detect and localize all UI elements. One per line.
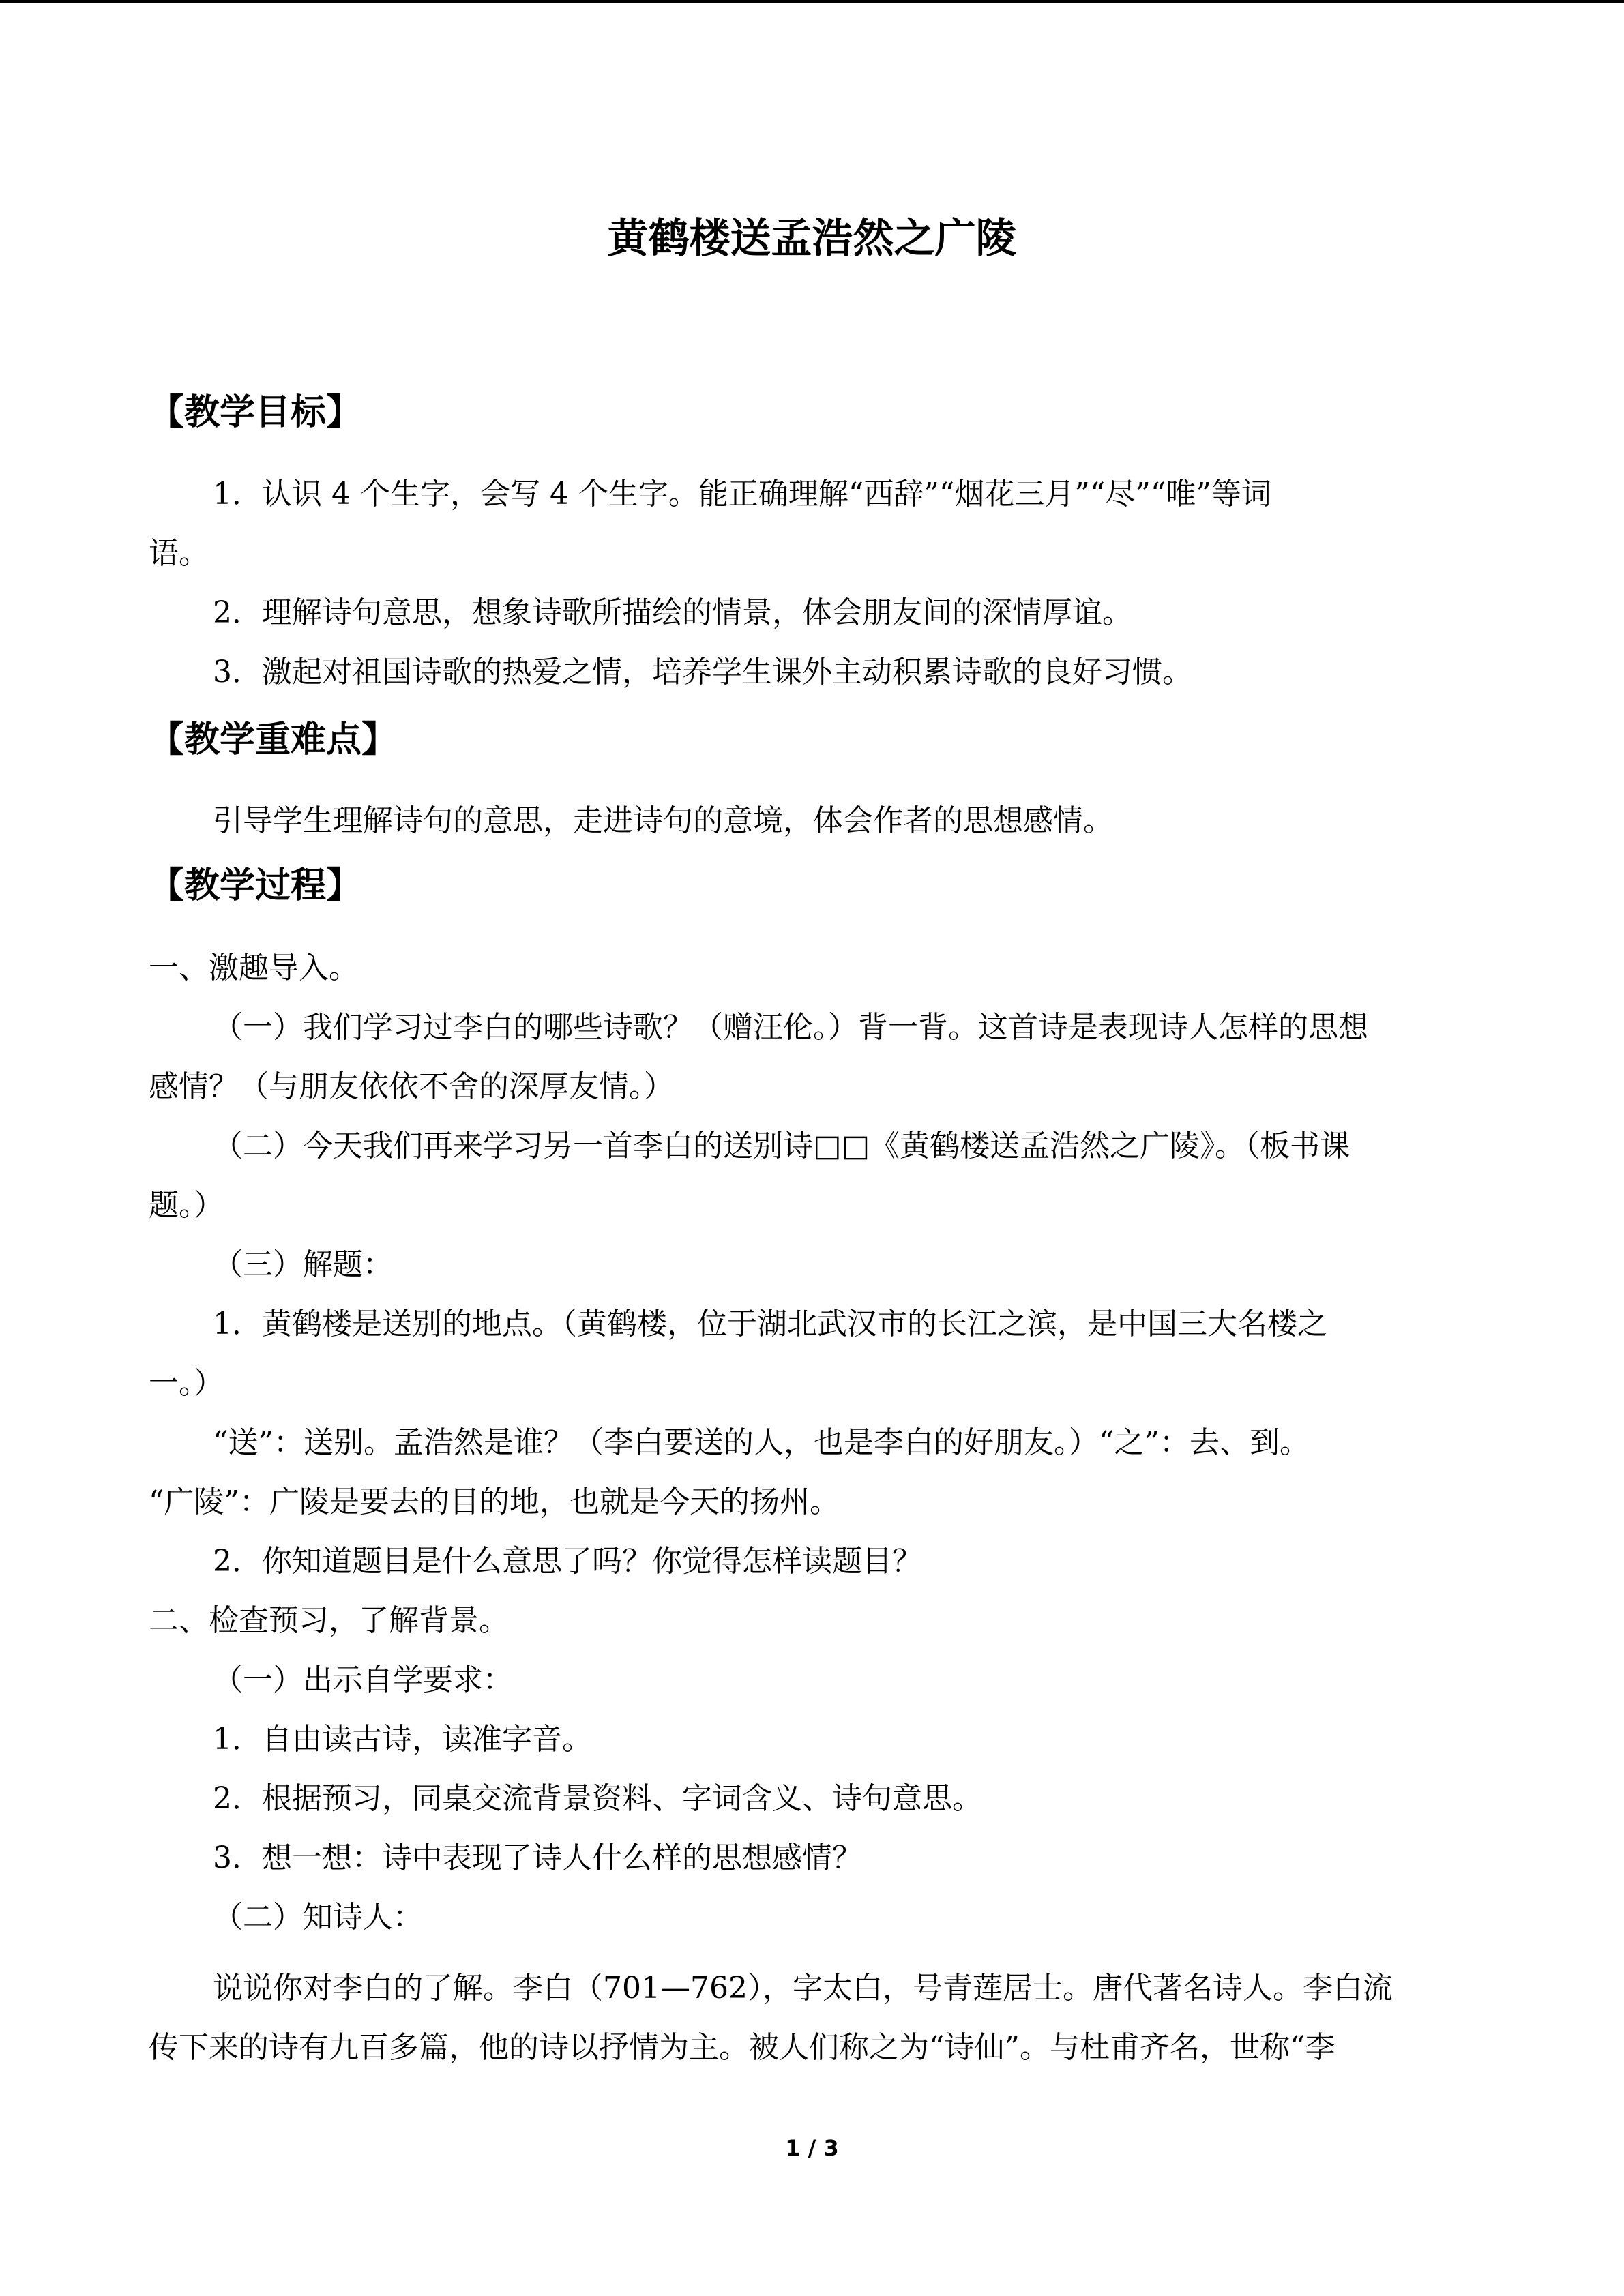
requirement-2: 2．根据预习，同桌交流背景资料、字词含义、诗句意思。 — [213, 1781, 982, 1816]
document-title: 黄鹤楼送孟浩然之广陵 — [607, 215, 1017, 263]
explain-1-line-1: 1．黄鹤楼是送别的地点。（黄鹤楼，位于湖北武汉市的长江之滨，是中国三大名楼之 — [213, 1307, 1327, 1341]
poet-intro-line-2: 传下来的诗有九百多篇，他的诗以抒情为主。被人们称之为“诗仙”。与杜甫齐名，世称“李 — [149, 2030, 1335, 2065]
requirement-3: 3．想一想：诗中表现了诗人什么样的思想感情？ — [213, 1840, 862, 1875]
section-2-item-1-heading: （一）出示自学要求： — [213, 1663, 513, 1697]
heading-key-points: 【教学重难点】 — [149, 719, 398, 760]
explain-1-line-2: 一。） — [149, 1366, 224, 1401]
section-1-heading: 一、激趣导入。 — [149, 951, 359, 985]
section-1-item-1-line-1: （一）我们学习过李白的哪些诗歌？（赠汪伦。）背一背。这首诗是表现诗人怎样的思想 — [213, 1010, 1368, 1045]
section-2-item-2-heading: （二）知诗人： — [213, 1900, 423, 1935]
section-1-item-3-heading: （三）解题： — [213, 1247, 393, 1282]
key-points-text: 引导学生理解诗句的意思，走进诗句的意境，体会作者的思想感情。 — [213, 803, 1113, 838]
objective-1-line-1: 1．认识 4 个生字，会写 4 个生字。能正确理解“西辞”“烟花三月”“尽”“唯”等词 — [213, 477, 1271, 511]
section-1-item-2-line-1: （二）今天我们再来学习另一首李白的送别诗□□《黄鹤楼送孟浩然之广陵》。（板书课 — [213, 1129, 1350, 1163]
objective-3: 3．激起对祖国诗歌的热爱之情，培养学生课外主动积累诗歌的良好习惯。 — [213, 655, 1192, 689]
heading-process: 【教学过程】 — [149, 865, 362, 906]
section-1-item-1-line-2: 感情？（与朋友依依不舍的深厚友情。） — [149, 1069, 674, 1104]
page-indicator: 1 / 3 — [785, 2135, 839, 2161]
explain-words-line-2: “广陵”：广陵是要去的目的地，也就是今天的扬州。 — [149, 1485, 840, 1519]
objective-2: 2．理解诗句意思，想象诗歌所描绘的情景，体会朋友间的深情厚谊。 — [213, 595, 1132, 630]
explain-words-line-1: “送”：送别。孟浩然是谁？（李白要送的人，也是李白的好朋友。）“之”：去、到。 — [213, 1425, 1310, 1460]
requirement-1: 1．自由读古诗，读准字音。 — [213, 1722, 592, 1757]
section-1-item-2-line-2: 题。） — [149, 1188, 224, 1223]
explain-2: 2．你知道题目是什么意思了吗？你觉得怎样读题目？ — [213, 1544, 922, 1579]
poet-intro-line-1: 说说你对李白的了解。李白（701—762），字太白，号青莲居士。唐代著名诗人。李白流 — [213, 1971, 1393, 2006]
heading-objectives: 【教学目标】 — [149, 392, 362, 433]
objective-1-line-2: 语。 — [149, 536, 209, 571]
section-2-heading: 二、检查预习，了解背景。 — [149, 1603, 509, 1638]
